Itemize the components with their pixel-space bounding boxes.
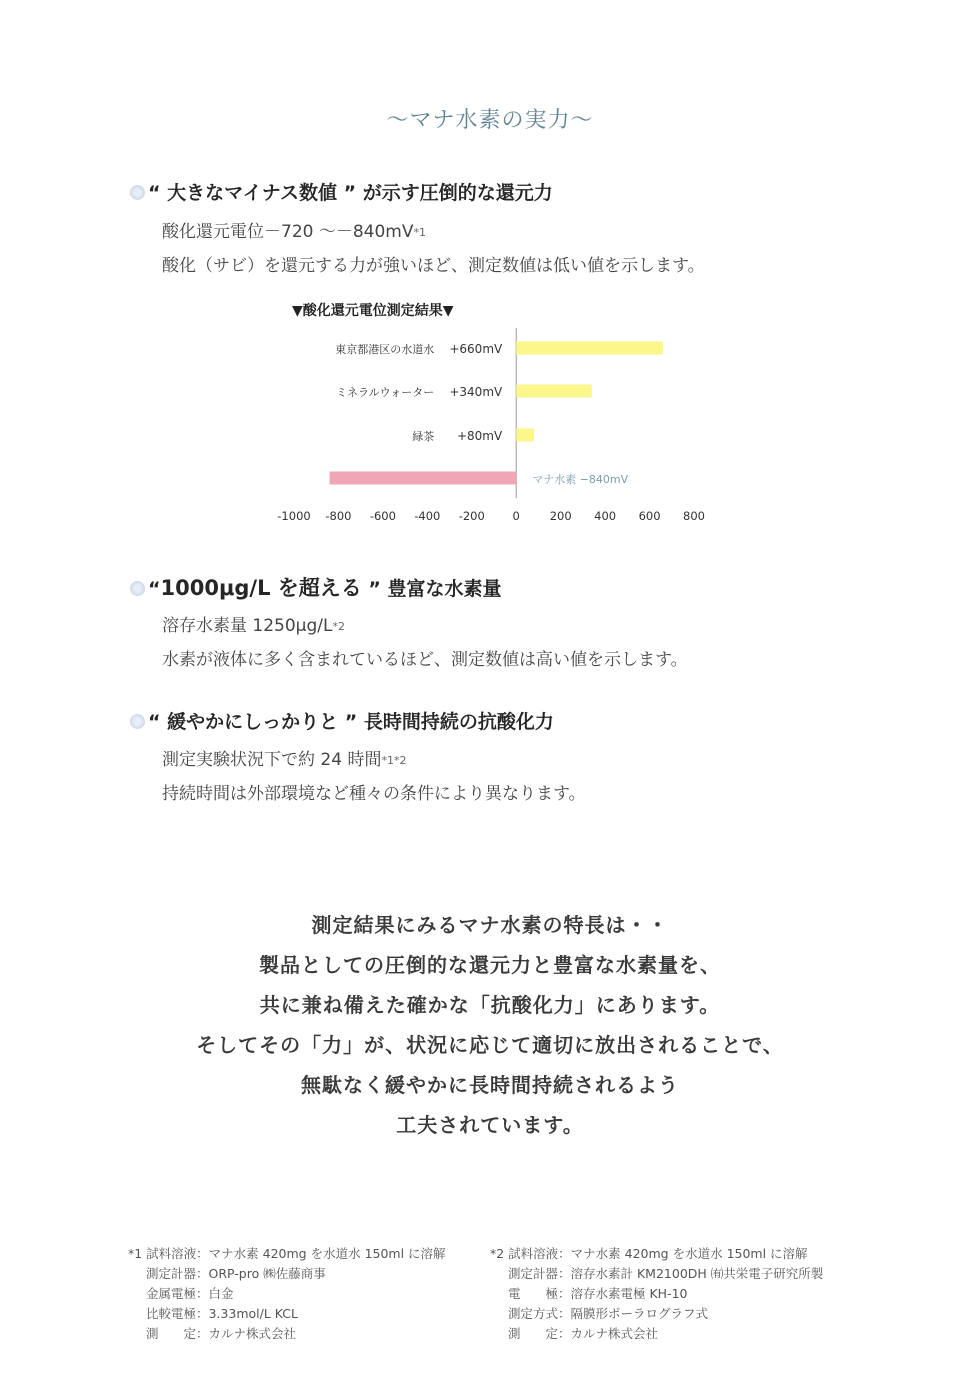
x-tick-label: 400	[594, 509, 617, 523]
bar-category-label: ミネラルウォーター	[335, 386, 435, 399]
heading-rest-text: ” 豊富な水素量	[361, 578, 502, 600]
section-1-line-2: 酸化（サビ）を還元する力が強いほど、測定数値は低い値を示します。	[162, 256, 705, 276]
summary-line: 工夫されています。	[396, 1113, 584, 1137]
summary-line: そしてその「力」が、状況に応じて適切に放出されることで、	[196, 1033, 784, 1057]
x-tick-label: -800	[325, 509, 352, 523]
bullet-icon	[130, 185, 145, 200]
section-2-line-2: 水素が液体に多く含まれているほど、測定数値は高い値を示します。	[162, 650, 688, 670]
footnote-1	[128, 1244, 446, 1344]
section-2-heading	[130, 572, 502, 602]
heading-quote-text: 緩やかにしっかりと	[167, 711, 339, 733]
heading-quote-text: 1000μg/L を超える	[160, 576, 362, 600]
summary-line: 無駄なく緩やかに長時間持続されるよう	[301, 1073, 679, 1097]
bar-category-label: マナ水素 −840mV	[532, 473, 629, 486]
bar-value-label: +80mV	[456, 429, 503, 443]
x-tick-label: -400	[414, 509, 441, 523]
x-tick-label: 800	[683, 509, 705, 523]
orp-chart	[260, 320, 730, 535]
summary-line: 測定結果にみるマナ水素の特長は・・	[311, 913, 669, 937]
footnote-ref: *1*2	[381, 754, 407, 767]
footnote-line: 測定計器：ORP-pro ㈱佐藤商事	[146, 1266, 326, 1281]
x-tick-label: 600	[638, 509, 661, 523]
duration-text: 測定実験状況下で約 24 時間	[162, 750, 382, 770]
quote-open: “	[148, 182, 168, 204]
x-tick-label: -600	[369, 509, 396, 523]
heading-rest-text: ” が示す圧倒的な還元力	[336, 182, 553, 204]
page-title: ～マナ水素の実力～	[386, 108, 594, 133]
section-1-line-1	[162, 217, 426, 242]
summary-line: 共に兼ね備えた確かな「抗酸化力」にあります。	[259, 993, 721, 1017]
footnote-line: *2 試料溶液：マナ水素 420mg を水道水 150ml に溶解	[490, 1246, 808, 1261]
footnote-line: 測定方式：隔膜形ポーラログラフ式	[508, 1306, 709, 1321]
bar-category-label: 緑茶	[412, 430, 435, 443]
footnote-line: 測 定：カルナ株式会社	[146, 1326, 297, 1341]
footnote-line: 比較電極：3.33mol/L KCL	[146, 1306, 298, 1321]
orp-range-text: 酸化還元電位－720 ～－840mV	[162, 222, 414, 242]
bar-category-label: 東京都港区の水道水	[335, 343, 435, 356]
heading-quote-text: 大きなマイナス数値	[167, 182, 337, 204]
chart-caption: ▼酸化還元電位測定結果▼	[292, 303, 454, 319]
bar-2	[516, 385, 592, 398]
section-1-heading	[130, 178, 553, 205]
footnote-line: *1 試料溶液：マナ水素 420mg を水道水 150ml に溶解	[128, 1246, 446, 1261]
footnote-2	[490, 1244, 823, 1344]
bullet-icon	[130, 581, 145, 596]
bullet-icon	[130, 714, 145, 729]
bar-value-label: +340mV	[449, 385, 503, 399]
quote-open: “	[148, 711, 168, 733]
section-3-line-1	[162, 745, 406, 770]
footnote-line: 測 定：カルナ株式会社	[508, 1326, 659, 1341]
section-3-heading	[130, 707, 554, 734]
summary-line: 製品としての圧倒的な還元力と豊富な水素量を、	[259, 953, 721, 977]
heading-rest-text: ” 長時間持続の抗酸化力	[338, 711, 554, 733]
bar-4	[330, 472, 517, 485]
hydrogen-amount-text: 溶存水素量 1250μg/L	[162, 616, 333, 636]
section-3-line-2: 持続時間は外部環境など種々の条件により異なります。	[162, 784, 586, 804]
x-tick-label: 200	[549, 509, 572, 523]
quote-open: “	[148, 578, 161, 600]
x-tick-label: -200	[458, 509, 485, 523]
footnote-line: 測定計器：溶存水素計 KM2100DH ㈲共栄電子研究所製	[508, 1266, 824, 1281]
bar-1	[516, 342, 663, 355]
x-tick-label: 0	[512, 509, 520, 523]
bar-3	[516, 429, 534, 442]
footnote-ref: *2	[332, 620, 345, 633]
footnote-line: 電 極：溶存水素電極 KH-10	[508, 1286, 688, 1301]
bar-value-label: +660mV	[449, 342, 503, 356]
footnote-line: 金属電極：白金	[146, 1286, 234, 1301]
x-tick-label: -1000	[277, 509, 311, 523]
footnote-ref: *1	[413, 226, 426, 239]
section-2-line-1	[162, 611, 345, 636]
summary-block	[0, 905, 980, 1145]
